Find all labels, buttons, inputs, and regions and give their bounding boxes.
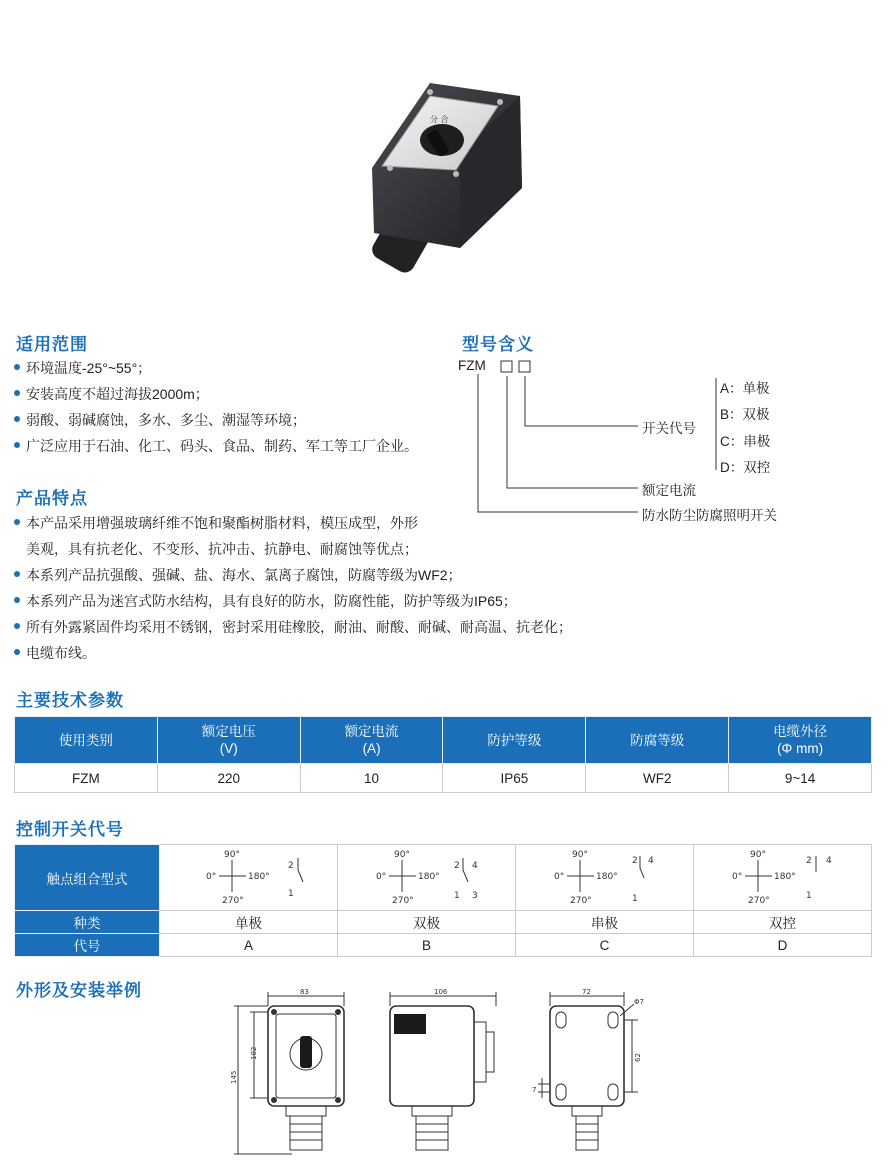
svg-text:1: 1 [287, 889, 294, 899]
kind-cell: 串极 [516, 911, 694, 934]
model-title: 型号含义 [462, 335, 534, 354]
svg-text:3: 3 [471, 891, 478, 901]
svg-text:90°: 90° [749, 850, 766, 860]
svg-text:2: 2 [287, 861, 294, 871]
list-item: 所有外露紧固件均采用不锈钢，密封采用硅橡胶，耐油、耐酸、耐碱、耐高温、抗老化； [14, 614, 572, 640]
spec-value: 10 [300, 764, 443, 793]
contact-diagram-c [516, 845, 694, 911]
spec-value: WF2 [586, 764, 729, 793]
list-item: 安装高度不超过海拔2000m； [14, 381, 418, 407]
dim-front-width: 83 [300, 988, 309, 996]
code-cell: D [694, 934, 872, 957]
specs-title: 主要技术参数 [16, 691, 124, 710]
control-table [14, 844, 872, 957]
svg-text:2: 2 [631, 856, 638, 866]
model-diagram [440, 352, 820, 532]
svg-text:2: 2 [805, 856, 812, 866]
table-row [15, 764, 872, 793]
table-row [15, 911, 872, 934]
product-name-label: 防水防尘防腐照明开关 [642, 508, 777, 523]
spec-header: 防护等级 [443, 717, 586, 764]
list-item: 本系列产品抗强酸、强碱、盐、海水、氯离子腐蚀，防腐等级为WF2； [14, 562, 572, 588]
spec-header: 电缆外径 (Φ mm) [729, 717, 872, 764]
svg-text:180°: 180° [417, 872, 440, 882]
control-row-label: 种类 [15, 911, 160, 934]
spec-header: 防腐等级 [586, 717, 729, 764]
dim-back-hole: Φ7 [634, 998, 644, 1006]
svg-text:2: 2 [453, 861, 460, 871]
spec-header: 使用类别 [15, 717, 158, 764]
spec-value: FZM [15, 764, 158, 793]
spec-value: 9~14 [729, 764, 872, 793]
spec-header: 额定电流 (A) [300, 717, 443, 764]
specs-table [14, 716, 872, 793]
control-row-label: 触点组合型式 [15, 845, 160, 911]
control-row-label: 代号 [15, 934, 160, 957]
contact-diagram-b [338, 845, 516, 911]
svg-text:180°: 180° [247, 872, 270, 882]
code-cell: B [338, 934, 516, 957]
svg-text:0°: 0° [205, 872, 216, 882]
dim-side-width: 106 [434, 988, 448, 996]
svg-text:180°: 180° [595, 872, 618, 882]
svg-text:1: 1 [805, 891, 812, 901]
list-item: 电缆布线。 [14, 640, 572, 666]
dim-front-height: 145 [230, 1070, 238, 1084]
side-view-drawing [384, 988, 504, 1160]
kind-cell: 单极 [160, 911, 338, 934]
dim-back-width: 72 [582, 988, 591, 996]
svg-text:4: 4 [471, 861, 478, 871]
scope-list [14, 355, 418, 459]
contact-diagram-d [694, 845, 872, 911]
list-item: 广泛应用于石油、化工、码头、食品、制药、军工等工厂企业。 [14, 433, 418, 459]
svg-text:270°: 270° [747, 896, 770, 906]
kind-cell: 双极 [338, 911, 516, 934]
dim-front-inner: 102 [250, 1046, 258, 1060]
svg-text:0°: 0° [731, 872, 742, 882]
svg-text:1: 1 [453, 891, 460, 901]
rated-current-label: 额定电流 [642, 483, 696, 498]
svg-text:0°: 0° [553, 872, 564, 882]
contact-diagram-a [160, 845, 338, 911]
switch-code-label: 开关代号 [642, 421, 696, 436]
switch-code-c: C：串极 [720, 434, 771, 449]
back-view-drawing [520, 988, 660, 1160]
front-view-drawing [226, 988, 366, 1160]
list-item: 弱酸、弱碱腐蚀，多水、多尘、潮湿等环境； [14, 407, 418, 433]
svg-text:4: 4 [647, 856, 654, 866]
dim-back-slot: 7 [532, 1086, 537, 1094]
install-title: 外形及安装举例 [16, 981, 142, 1000]
code-cell: A [160, 934, 338, 957]
spec-value: IP65 [443, 764, 586, 793]
svg-text:270°: 270° [569, 896, 592, 906]
svg-text:90°: 90° [223, 850, 240, 860]
table-row [15, 934, 872, 957]
list-item-continuation: 美观，具有抗老化、不变形、抗冲击、抗静电、耐腐蚀等优点； [26, 541, 418, 557]
list-item: 本系列产品为迷宫式防水结构，具有良好的防水，防腐性能，防护等级为IP65； [14, 588, 572, 614]
product-photo [360, 78, 530, 288]
switch-code-a: A：单极 [720, 381, 770, 396]
model-code: FZM [458, 358, 486, 373]
features-list [14, 510, 572, 666]
switch-code-d: D：双控 [720, 460, 771, 475]
dim-back-spacing: 62 [634, 1053, 642, 1062]
list-item: 环境温度-25°~55°； [14, 355, 418, 381]
list-item: 本产品采用增强玻璃纤维不饱和聚酯树脂材料，模压成型，外形 [14, 510, 572, 536]
svg-text:0°: 0° [375, 872, 386, 882]
svg-text:4: 4 [825, 856, 832, 866]
spec-value: 220 [157, 764, 300, 793]
svg-text:90°: 90° [571, 850, 588, 860]
svg-text:180°: 180° [773, 872, 796, 882]
switch-code-b: B：双极 [720, 407, 770, 422]
control-title: 控制开关代号 [16, 820, 124, 839]
code-cell: C [516, 934, 694, 957]
svg-text:270°: 270° [391, 896, 414, 906]
spec-header: 额定电压 (V) [157, 717, 300, 764]
features-title: 产品特点 [16, 489, 88, 508]
svg-text:270°: 270° [221, 896, 244, 906]
svg-text:90°: 90° [393, 850, 410, 860]
kind-cell: 双控 [694, 911, 872, 934]
scope-title: 适用范围 [16, 335, 88, 354]
svg-text:1: 1 [631, 894, 638, 904]
photo-label: 分 合 [430, 115, 449, 124]
